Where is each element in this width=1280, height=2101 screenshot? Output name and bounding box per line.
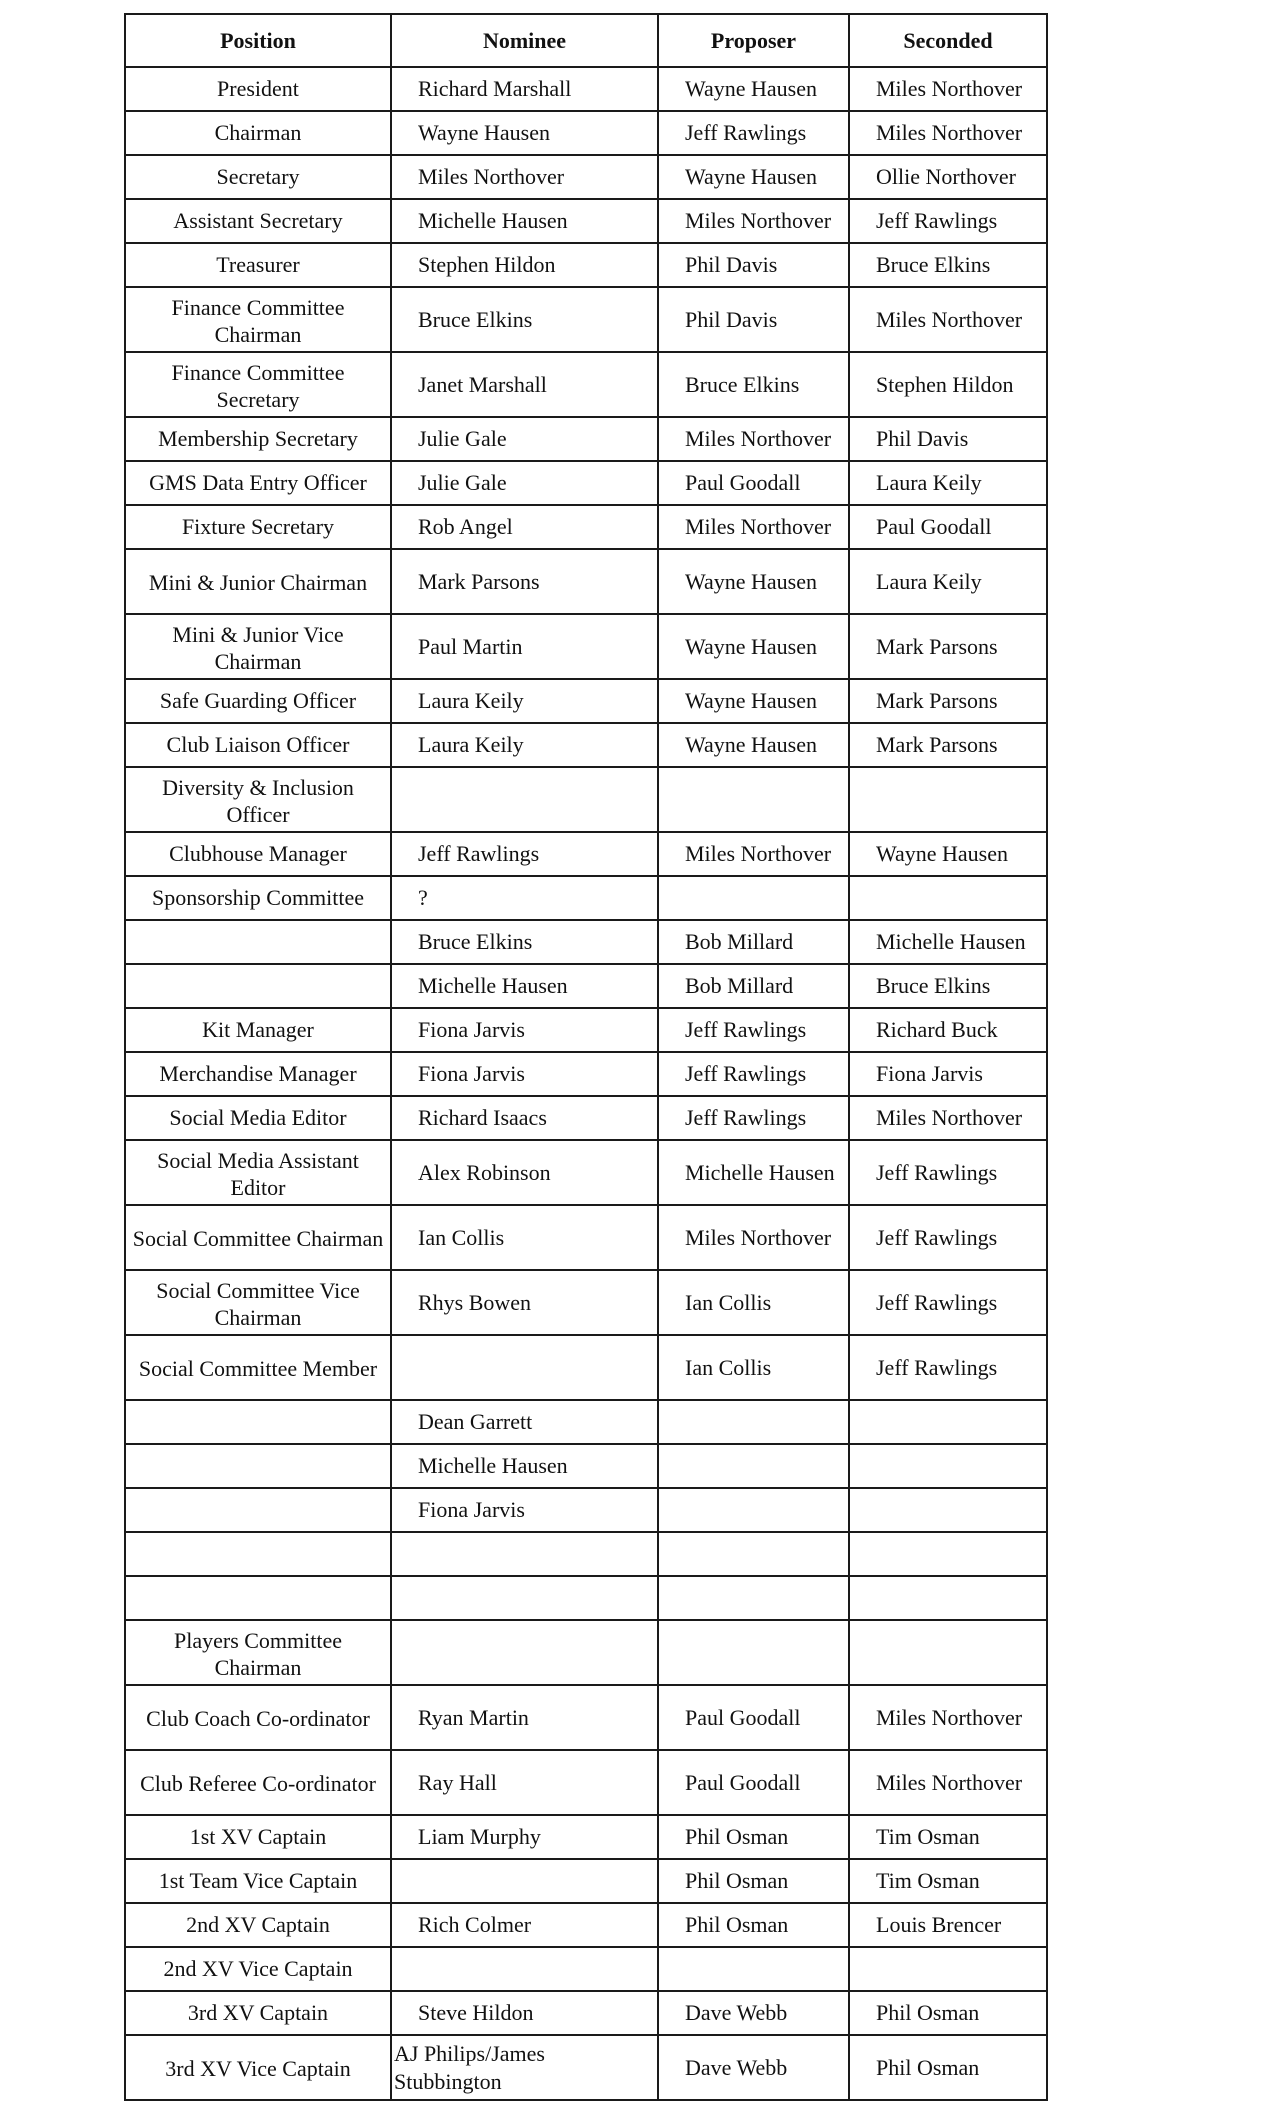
position-cell: Merchandise Manager bbox=[125, 1052, 391, 1096]
seconded-cell: Tim Osman bbox=[849, 1815, 1047, 1859]
table-row bbox=[125, 155, 1047, 199]
seconded-cell: Miles Northover bbox=[849, 111, 1047, 155]
position-cell: President bbox=[125, 67, 391, 111]
position-cell: 1st Team Vice Captain bbox=[125, 1859, 391, 1903]
proposer-cell: Miles Northover bbox=[658, 505, 849, 549]
table-row bbox=[125, 1140, 1047, 1205]
seconded-cell bbox=[849, 1620, 1047, 1685]
proposer-cell: Ian Collis bbox=[658, 1335, 849, 1400]
proposer-cell: Bob Millard bbox=[658, 964, 849, 1008]
nominee-cell: Rhys Bowen bbox=[391, 1270, 658, 1335]
table-row bbox=[125, 1815, 1047, 1859]
table-row bbox=[125, 832, 1047, 876]
table-row bbox=[125, 1008, 1047, 1052]
seconded-cell bbox=[849, 1400, 1047, 1444]
table-row bbox=[125, 964, 1047, 1008]
table-row bbox=[125, 352, 1047, 417]
proposer-cell bbox=[658, 1620, 849, 1685]
position-cell bbox=[125, 1488, 391, 1532]
seconded-cell: Miles Northover bbox=[849, 1685, 1047, 1750]
position-cell: Finance Committee Chairman bbox=[125, 287, 391, 352]
nominations-table bbox=[124, 13, 1048, 2101]
position-cell: Safe Guarding Officer bbox=[125, 679, 391, 723]
position-cell bbox=[125, 1444, 391, 1488]
nominee-cell: Michelle Hausen bbox=[391, 199, 658, 243]
seconded-cell bbox=[849, 767, 1047, 832]
nominee-cell: Liam Murphy bbox=[391, 1815, 658, 1859]
column-header-position: Position bbox=[125, 14, 391, 67]
table-row bbox=[125, 287, 1047, 352]
seconded-cell: Phil Osman bbox=[849, 2035, 1047, 2100]
nominee-cell: Ryan Martin bbox=[391, 1685, 658, 1750]
proposer-cell: Wayne Hausen bbox=[658, 67, 849, 111]
position-cell: Social Committee Chairman bbox=[125, 1205, 391, 1270]
proposer-cell: Bob Millard bbox=[658, 920, 849, 964]
nominee-cell: ? bbox=[391, 876, 658, 920]
table-row bbox=[125, 1400, 1047, 1444]
nominee-cell: Ian Collis bbox=[391, 1205, 658, 1270]
nominee-cell: Ray Hall bbox=[391, 1750, 658, 1815]
seconded-cell: Miles Northover bbox=[849, 67, 1047, 111]
seconded-cell: Miles Northover bbox=[849, 287, 1047, 352]
seconded-cell: Miles Northover bbox=[849, 1750, 1047, 1815]
proposer-cell bbox=[658, 1947, 849, 1991]
table-row bbox=[125, 1205, 1047, 1270]
proposer-cell: Jeff Rawlings bbox=[658, 1052, 849, 1096]
seconded-cell bbox=[849, 876, 1047, 920]
proposer-cell: Ian Collis bbox=[658, 1270, 849, 1335]
nominee-cell: Mark Parsons bbox=[391, 549, 658, 614]
nominee-cell: Richard Isaacs bbox=[391, 1096, 658, 1140]
table-row bbox=[125, 1052, 1047, 1096]
table-row bbox=[125, 679, 1047, 723]
seconded-cell: Bruce Elkins bbox=[849, 243, 1047, 287]
table-row bbox=[125, 549, 1047, 614]
seconded-cell bbox=[849, 1532, 1047, 1576]
position-cell: Club Liaison Officer bbox=[125, 723, 391, 767]
proposer-cell: Wayne Hausen bbox=[658, 679, 849, 723]
table-row bbox=[125, 199, 1047, 243]
proposer-cell: Phil Osman bbox=[658, 1859, 849, 1903]
seconded-cell: Ollie Northover bbox=[849, 155, 1047, 199]
seconded-cell: Laura Keily bbox=[849, 549, 1047, 614]
proposer-cell: Miles Northover bbox=[658, 832, 849, 876]
seconded-cell: Wayne Hausen bbox=[849, 832, 1047, 876]
position-cell: Membership Secretary bbox=[125, 417, 391, 461]
proposer-cell bbox=[658, 1576, 849, 1620]
proposer-cell: Bruce Elkins bbox=[658, 352, 849, 417]
position-cell: Diversity & Inclusion Officer bbox=[125, 767, 391, 832]
nominee-cell: Jeff Rawlings bbox=[391, 832, 658, 876]
seconded-cell: Jeff Rawlings bbox=[849, 1270, 1047, 1335]
proposer-cell bbox=[658, 1488, 849, 1532]
proposer-cell: Wayne Hausen bbox=[658, 614, 849, 679]
seconded-cell: Mark Parsons bbox=[849, 614, 1047, 679]
seconded-cell bbox=[849, 1576, 1047, 1620]
position-cell bbox=[125, 964, 391, 1008]
table-row bbox=[125, 1532, 1047, 1576]
table-row bbox=[125, 1750, 1047, 1815]
table-body bbox=[125, 67, 1047, 2100]
nominee-cell: Janet Marshall bbox=[391, 352, 658, 417]
nominee-cell: Alex Robinson bbox=[391, 1140, 658, 1205]
table-row bbox=[125, 1859, 1047, 1903]
nominee-cell bbox=[391, 1620, 658, 1685]
proposer-cell: Miles Northover bbox=[658, 1205, 849, 1270]
table-row bbox=[125, 243, 1047, 287]
seconded-cell: Bruce Elkins bbox=[849, 964, 1047, 1008]
table-row bbox=[125, 67, 1047, 111]
position-cell: Social Media Editor bbox=[125, 1096, 391, 1140]
column-header-proposer: Proposer bbox=[658, 14, 849, 67]
proposer-cell: Jeff Rawlings bbox=[658, 1008, 849, 1052]
proposer-cell bbox=[658, 1400, 849, 1444]
position-cell: 3rd XV Captain bbox=[125, 1991, 391, 2035]
seconded-cell bbox=[849, 1947, 1047, 1991]
column-header-seconded: Seconded bbox=[849, 14, 1047, 67]
table-row bbox=[125, 767, 1047, 832]
proposer-cell bbox=[658, 1532, 849, 1576]
position-cell: Social Media Assistant Editor bbox=[125, 1140, 391, 1205]
proposer-cell: Paul Goodall bbox=[658, 1685, 849, 1750]
position-cell: Club Referee Co-ordinator bbox=[125, 1750, 391, 1815]
table-row bbox=[125, 1903, 1047, 1947]
table-row bbox=[125, 1444, 1047, 1488]
table-row bbox=[125, 920, 1047, 964]
table-row bbox=[125, 111, 1047, 155]
nominee-cell: Julie Gale bbox=[391, 461, 658, 505]
position-cell: Sponsorship Committee bbox=[125, 876, 391, 920]
proposer-cell: Dave Webb bbox=[658, 2035, 849, 2100]
nominee-cell: Steve Hildon bbox=[391, 1991, 658, 2035]
table-row bbox=[125, 1270, 1047, 1335]
nominee-cell: Bruce Elkins bbox=[391, 287, 658, 352]
seconded-cell: Mark Parsons bbox=[849, 679, 1047, 723]
seconded-cell: Phil Osman bbox=[849, 1991, 1047, 2035]
nominee-cell: Julie Gale bbox=[391, 417, 658, 461]
nominee-cell: Miles Northover bbox=[391, 155, 658, 199]
nominee-cell: Fiona Jarvis bbox=[391, 1052, 658, 1096]
proposer-cell: Phil Osman bbox=[658, 1815, 849, 1859]
nominee-cell: Rich Colmer bbox=[391, 1903, 658, 1947]
position-cell: 3rd XV Vice Captain bbox=[125, 2035, 391, 2100]
position-cell bbox=[125, 1400, 391, 1444]
nominee-cell bbox=[391, 1576, 658, 1620]
position-cell: Club Coach Co-ordinator bbox=[125, 1685, 391, 1750]
nominee-cell: Dean Garrett bbox=[391, 1400, 658, 1444]
position-cell bbox=[125, 1576, 391, 1620]
position-cell: Finance Committee Secretary bbox=[125, 352, 391, 417]
seconded-cell: Louis Brencer bbox=[849, 1903, 1047, 1947]
seconded-cell: Jeff Rawlings bbox=[849, 1335, 1047, 1400]
table-row bbox=[125, 1947, 1047, 1991]
table-row bbox=[125, 505, 1047, 549]
table-row bbox=[125, 1620, 1047, 1685]
position-cell: Treasurer bbox=[125, 243, 391, 287]
table-row bbox=[125, 723, 1047, 767]
seconded-cell: Stephen Hildon bbox=[849, 352, 1047, 417]
table-row bbox=[125, 417, 1047, 461]
position-cell: Social Committee Member bbox=[125, 1335, 391, 1400]
seconded-cell: Jeff Rawlings bbox=[849, 1140, 1047, 1205]
nominee-cell bbox=[391, 1532, 658, 1576]
table-row bbox=[125, 614, 1047, 679]
position-cell: Fixture Secretary bbox=[125, 505, 391, 549]
table-row bbox=[125, 461, 1047, 505]
nominee-cell bbox=[391, 1947, 658, 1991]
table-row bbox=[125, 1576, 1047, 1620]
seconded-cell: Laura Keily bbox=[849, 461, 1047, 505]
seconded-cell: Tim Osman bbox=[849, 1859, 1047, 1903]
proposer-cell: Jeff Rawlings bbox=[658, 1096, 849, 1140]
nominee-cell: Fiona Jarvis bbox=[391, 1488, 658, 1532]
table-row bbox=[125, 1991, 1047, 2035]
position-cell: 1st XV Captain bbox=[125, 1815, 391, 1859]
column-header-nominee: Nominee bbox=[391, 14, 658, 67]
nominee-cell: Stephen Hildon bbox=[391, 243, 658, 287]
nominee-cell: Laura Keily bbox=[391, 679, 658, 723]
nominee-cell: Richard Marshall bbox=[391, 67, 658, 111]
seconded-cell bbox=[849, 1488, 1047, 1532]
nominee-cell: AJ Philips/James Stubbington bbox=[391, 2035, 658, 2100]
nominee-cell: Rob Angel bbox=[391, 505, 658, 549]
seconded-cell: Phil Davis bbox=[849, 417, 1047, 461]
proposer-cell: Michelle Hausen bbox=[658, 1140, 849, 1205]
position-cell: Clubhouse Manager bbox=[125, 832, 391, 876]
nominee-cell: Paul Martin bbox=[391, 614, 658, 679]
position-cell: Players Committee Chairman bbox=[125, 1620, 391, 1685]
nominee-cell bbox=[391, 1859, 658, 1903]
nominee-cell: Fiona Jarvis bbox=[391, 1008, 658, 1052]
proposer-cell: Phil Osman bbox=[658, 1903, 849, 1947]
seconded-cell: Miles Northover bbox=[849, 1096, 1047, 1140]
proposer-cell: Phil Davis bbox=[658, 243, 849, 287]
position-cell: Secretary bbox=[125, 155, 391, 199]
position-cell: GMS Data Entry Officer bbox=[125, 461, 391, 505]
table-header-row bbox=[125, 14, 1047, 67]
table-row bbox=[125, 2035, 1047, 2100]
proposer-cell: Wayne Hausen bbox=[658, 723, 849, 767]
proposer-cell bbox=[658, 876, 849, 920]
nominee-cell bbox=[391, 1335, 658, 1400]
proposer-cell: Paul Goodall bbox=[658, 1750, 849, 1815]
nominee-cell: Michelle Hausen bbox=[391, 964, 658, 1008]
table-row bbox=[125, 1685, 1047, 1750]
position-cell: Kit Manager bbox=[125, 1008, 391, 1052]
position-cell: Assistant Secretary bbox=[125, 199, 391, 243]
table-row bbox=[125, 1096, 1047, 1140]
seconded-cell: Richard Buck bbox=[849, 1008, 1047, 1052]
seconded-cell: Mark Parsons bbox=[849, 723, 1047, 767]
nominee-cell: Bruce Elkins bbox=[391, 920, 658, 964]
position-cell bbox=[125, 1532, 391, 1576]
table-row bbox=[125, 1488, 1047, 1532]
position-cell: Mini & Junior Chairman bbox=[125, 549, 391, 614]
proposer-cell bbox=[658, 767, 849, 832]
proposer-cell: Miles Northover bbox=[658, 417, 849, 461]
table-row bbox=[125, 1335, 1047, 1400]
proposer-cell: Phil Davis bbox=[658, 287, 849, 352]
proposer-cell: Jeff Rawlings bbox=[658, 111, 849, 155]
proposer-cell: Wayne Hausen bbox=[658, 549, 849, 614]
seconded-cell: Fiona Jarvis bbox=[849, 1052, 1047, 1096]
nominee-cell: Wayne Hausen bbox=[391, 111, 658, 155]
position-cell: 2nd XV Captain bbox=[125, 1903, 391, 1947]
nominee-cell bbox=[391, 767, 658, 832]
table-row bbox=[125, 876, 1047, 920]
proposer-cell: Paul Goodall bbox=[658, 461, 849, 505]
nominee-cell: Laura Keily bbox=[391, 723, 658, 767]
proposer-cell: Miles Northover bbox=[658, 199, 849, 243]
seconded-cell: Jeff Rawlings bbox=[849, 199, 1047, 243]
nominee-cell: Michelle Hausen bbox=[391, 1444, 658, 1488]
proposer-cell: Dave Webb bbox=[658, 1991, 849, 2035]
position-cell: 2nd XV Vice Captain bbox=[125, 1947, 391, 1991]
position-cell: Chairman bbox=[125, 111, 391, 155]
proposer-cell bbox=[658, 1444, 849, 1488]
seconded-cell bbox=[849, 1444, 1047, 1488]
position-cell bbox=[125, 920, 391, 964]
proposer-cell: Wayne Hausen bbox=[658, 155, 849, 199]
position-cell: Mini & Junior Vice Chairman bbox=[125, 614, 391, 679]
position-cell: Social Committee Vice Chairman bbox=[125, 1270, 391, 1335]
seconded-cell: Paul Goodall bbox=[849, 505, 1047, 549]
seconded-cell: Michelle Hausen bbox=[849, 920, 1047, 964]
seconded-cell: Jeff Rawlings bbox=[849, 1205, 1047, 1270]
